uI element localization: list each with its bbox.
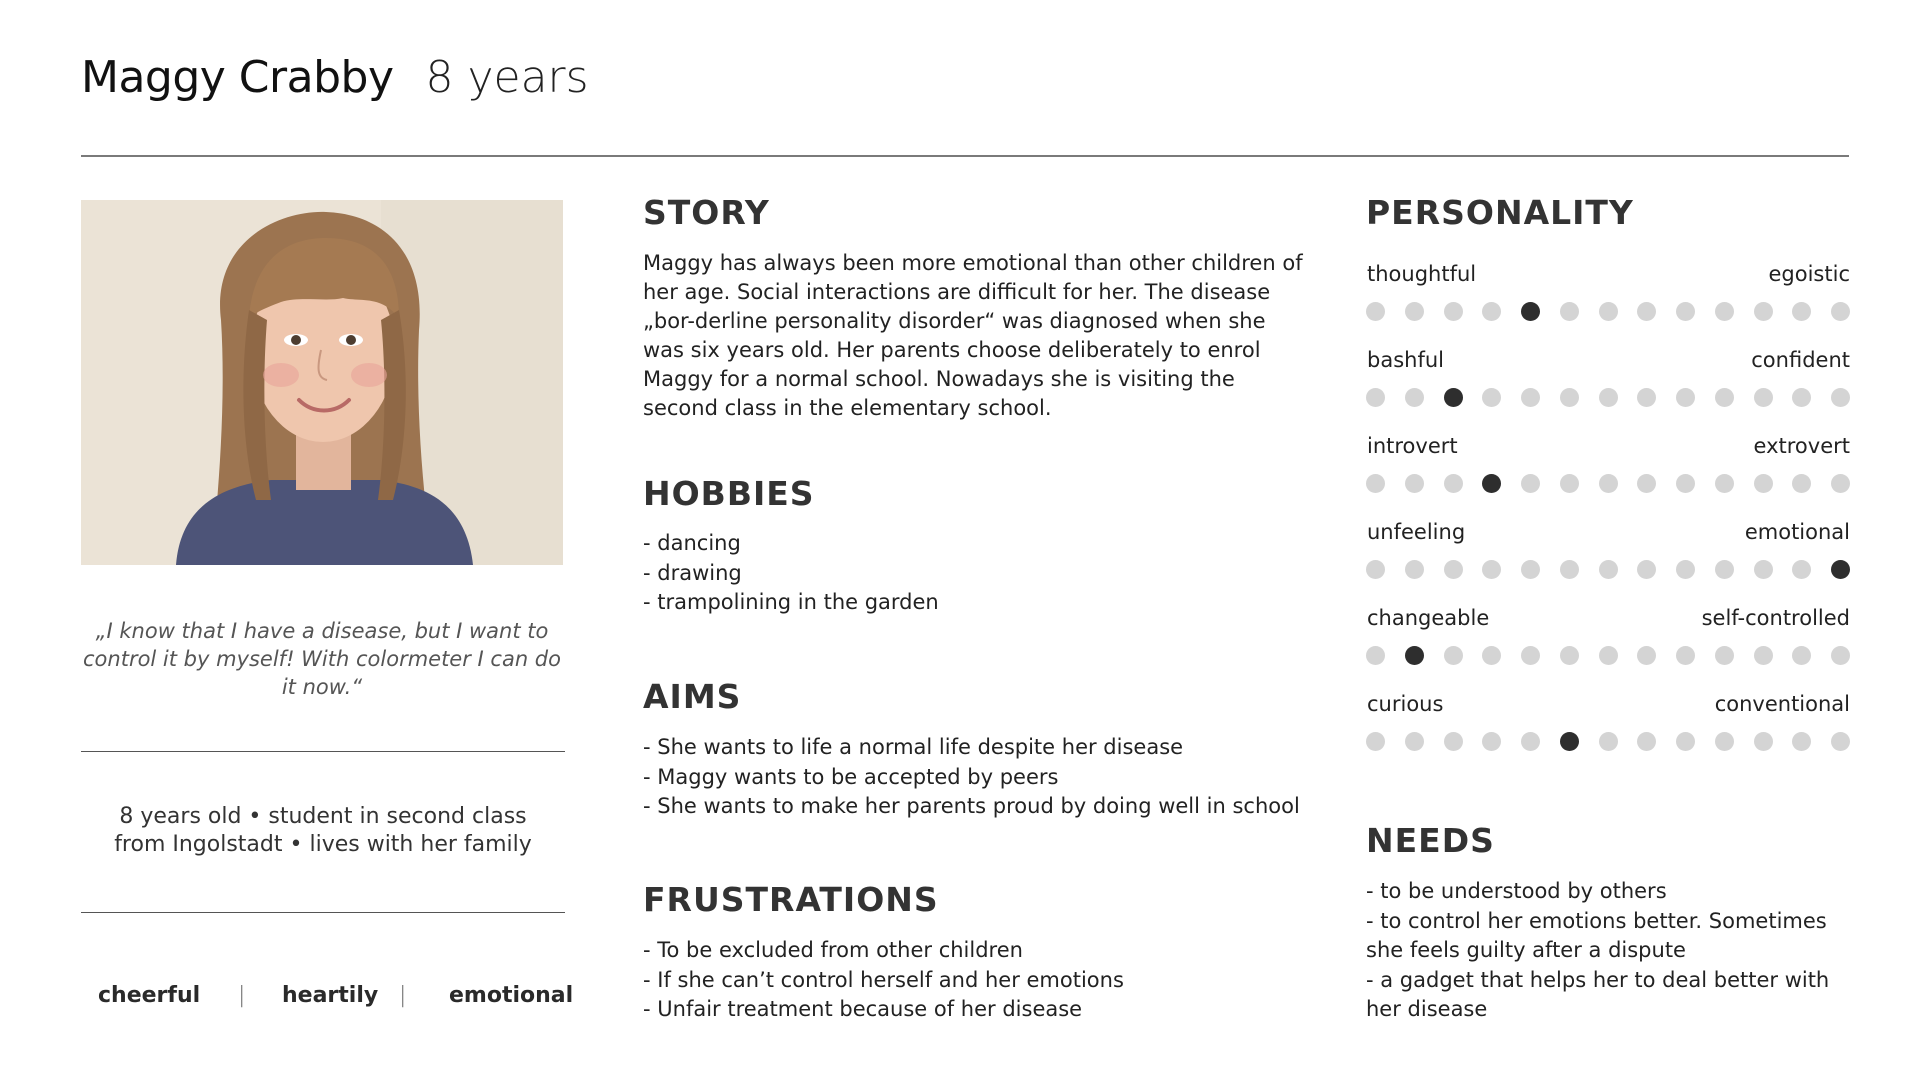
scale-dot bbox=[1482, 388, 1501, 407]
list-item: - dancing bbox=[643, 529, 939, 559]
personality-scale bbox=[1366, 262, 1850, 332]
facts-line: from Ingolstadt • lives with her family bbox=[114, 832, 532, 857]
scale-dot bbox=[1792, 302, 1811, 321]
scale-dot bbox=[1637, 560, 1656, 579]
scale-dot bbox=[1444, 474, 1463, 493]
scale-dot bbox=[1560, 388, 1579, 407]
list-item: - to be understood by others bbox=[1366, 879, 1667, 903]
list-item: - To be excluded from other children bbox=[643, 936, 1124, 966]
scale-dot bbox=[1405, 732, 1424, 751]
scale-dot bbox=[1792, 474, 1811, 493]
scale-dot bbox=[1444, 302, 1463, 321]
scale-dot bbox=[1405, 474, 1424, 493]
scale-dot bbox=[1560, 474, 1579, 493]
list-item: - Unfair treatment because of her disease bbox=[643, 995, 1124, 1025]
scale-dot bbox=[1676, 560, 1695, 579]
needs-title: NEEDS bbox=[1366, 821, 1495, 860]
scale-dot bbox=[1831, 474, 1850, 493]
scale-dot bbox=[1754, 646, 1773, 665]
list-item: - to control her emotions better. Sometimes she feels guilty after a dispute bbox=[1366, 908, 1827, 962]
scale-right-label: extrovert bbox=[1753, 434, 1850, 458]
scale-dot bbox=[1482, 560, 1501, 579]
scale-left-label: bashful bbox=[1367, 348, 1444, 372]
scale-dot-selected bbox=[1405, 646, 1424, 665]
scale-dot bbox=[1482, 732, 1501, 751]
trait-separator: | bbox=[399, 983, 407, 1008]
list-item: - If she can’t control herself and her emotions bbox=[643, 966, 1124, 996]
frustrations-title: FRUSTRATIONS bbox=[643, 880, 939, 919]
scale-dot bbox=[1792, 388, 1811, 407]
scale-dot bbox=[1521, 646, 1540, 665]
scale-dot bbox=[1637, 732, 1656, 751]
scale-dot bbox=[1754, 388, 1773, 407]
scale-dot bbox=[1754, 732, 1773, 751]
list-item: - She wants to life a normal life despite her disease bbox=[643, 733, 1300, 763]
scale-dot bbox=[1754, 560, 1773, 579]
personality-scale bbox=[1366, 348, 1850, 418]
scale-dot bbox=[1637, 646, 1656, 665]
personality-scale bbox=[1366, 434, 1850, 504]
scale-dot bbox=[1405, 302, 1424, 321]
aims-title: AIMS bbox=[643, 677, 742, 716]
trait-label: emotional bbox=[449, 983, 574, 1008]
scale-left-label: curious bbox=[1367, 692, 1444, 716]
story-title: STORY bbox=[643, 193, 770, 232]
list-item: - Maggy wants to be accepted by peers bbox=[643, 763, 1300, 793]
frustrations-list bbox=[643, 936, 1124, 1025]
persona-facts bbox=[81, 803, 565, 859]
scale-dot bbox=[1754, 474, 1773, 493]
scale-dot bbox=[1754, 302, 1773, 321]
scale-dot bbox=[1560, 302, 1579, 321]
scale-dot bbox=[1599, 732, 1618, 751]
scale-left-label: introvert bbox=[1367, 434, 1458, 458]
scale-dot bbox=[1521, 388, 1540, 407]
scale-dot bbox=[1676, 388, 1695, 407]
scale-dot-selected bbox=[1560, 732, 1579, 751]
scale-dot bbox=[1521, 732, 1540, 751]
scale-dot bbox=[1676, 646, 1695, 665]
scale-dot bbox=[1715, 388, 1734, 407]
trait-separator: | bbox=[238, 983, 246, 1008]
scale-left-label: unfeeling bbox=[1367, 520, 1466, 544]
scale-right-label: egoistic bbox=[1768, 262, 1850, 286]
scale-dot bbox=[1560, 646, 1579, 665]
scale-dot bbox=[1482, 646, 1501, 665]
scale-dot bbox=[1366, 474, 1385, 493]
scale-dot-selected bbox=[1831, 560, 1850, 579]
scale-dot bbox=[1715, 732, 1734, 751]
scale-dot bbox=[1676, 302, 1695, 321]
scale-dot bbox=[1637, 302, 1656, 321]
scale-dot bbox=[1715, 474, 1734, 493]
scale-dot bbox=[1599, 388, 1618, 407]
scale-dot bbox=[1444, 732, 1463, 751]
scale-dot bbox=[1831, 646, 1850, 665]
persona-name: Maggy Crabby bbox=[81, 52, 394, 103]
scale-right-label: confident bbox=[1751, 348, 1850, 372]
scale-dot bbox=[1637, 474, 1656, 493]
scale-dot bbox=[1599, 302, 1618, 321]
facts-line: 8 years old • student in second class bbox=[119, 804, 527, 829]
list-item: - She wants to make her parents proud by doing well in school bbox=[643, 792, 1300, 822]
personality-scale bbox=[1366, 520, 1850, 590]
scale-dot bbox=[1676, 732, 1695, 751]
scale-dot bbox=[1831, 388, 1850, 407]
scale-left-label: changeable bbox=[1367, 606, 1490, 630]
quote-divider bbox=[81, 751, 565, 752]
trait-label: cheerful bbox=[98, 983, 201, 1008]
scale-dot bbox=[1599, 560, 1618, 579]
persona-header bbox=[81, 52, 589, 122]
persona-traits bbox=[81, 983, 574, 1013]
scale-dots bbox=[1366, 732, 1850, 752]
persona-photo bbox=[81, 200, 563, 565]
scale-dot bbox=[1366, 646, 1385, 665]
scale-dots bbox=[1366, 302, 1850, 322]
scale-dot bbox=[1444, 560, 1463, 579]
scale-dot bbox=[1521, 560, 1540, 579]
list-item: - trampolining in the garden bbox=[643, 588, 939, 618]
story-text: Maggy has always been more emotional than other children of her age. Social interactions are difficult for her. The disease „bor-derline personality disorder“ was diagnosed when she was six years old. Her parents choose deliberately to enrol Maggy for a normal school. Nowadays she is visiting the second class in the elementary school. bbox=[643, 251, 1303, 420]
scale-dot bbox=[1792, 732, 1811, 751]
scale-dot bbox=[1831, 302, 1850, 321]
list-item: - drawing bbox=[643, 559, 939, 589]
scale-dot bbox=[1366, 302, 1385, 321]
trait-label: heartily bbox=[282, 983, 379, 1008]
scale-right-label: self-controlled bbox=[1701, 606, 1850, 630]
scale-right-label: emotional bbox=[1744, 520, 1850, 544]
child-portrait-photo bbox=[81, 200, 563, 565]
scale-dots bbox=[1366, 474, 1850, 494]
hobbies-title: HOBBIES bbox=[643, 474, 815, 513]
needs-list bbox=[1366, 877, 1866, 1025]
scale-dot-selected bbox=[1444, 388, 1463, 407]
list-item: - a gadget that helps her to deal better with her disease bbox=[1366, 967, 1830, 1021]
scale-dot bbox=[1405, 388, 1424, 407]
scale-dot bbox=[1715, 560, 1734, 579]
scale-dot bbox=[1521, 474, 1540, 493]
scale-dot bbox=[1366, 388, 1385, 407]
scale-dot bbox=[1715, 646, 1734, 665]
scale-dot bbox=[1792, 646, 1811, 665]
scale-dot bbox=[1792, 560, 1811, 579]
scale-dot bbox=[1366, 560, 1385, 579]
persona-quote: „I know that I have a disease, but I want to control it by myself! With colormeter I can do it now.“ bbox=[83, 619, 561, 699]
scale-dots bbox=[1366, 646, 1850, 666]
scale-dot bbox=[1599, 646, 1618, 665]
scale-dot bbox=[1366, 732, 1385, 751]
persona-age: 8 years bbox=[425, 52, 589, 103]
aims-list bbox=[643, 733, 1300, 822]
scale-dot bbox=[1637, 388, 1656, 407]
scale-left-label: thoughtful bbox=[1367, 262, 1477, 286]
scale-dots bbox=[1366, 560, 1850, 580]
personality-title: PERSONALITY bbox=[1366, 193, 1634, 232]
hobbies-list bbox=[643, 529, 939, 618]
personality-scale bbox=[1366, 606, 1850, 676]
scale-dot bbox=[1676, 474, 1695, 493]
scale-dot bbox=[1405, 560, 1424, 579]
facts-divider bbox=[81, 912, 565, 913]
scale-dot bbox=[1599, 474, 1618, 493]
scale-dot bbox=[1482, 302, 1501, 321]
scale-dot bbox=[1715, 302, 1734, 321]
scale-dot bbox=[1831, 732, 1850, 751]
scale-dot bbox=[1444, 646, 1463, 665]
scale-dot bbox=[1560, 560, 1579, 579]
personality-scale bbox=[1366, 692, 1850, 762]
header-divider bbox=[81, 155, 1849, 157]
scale-right-label: conventional bbox=[1714, 692, 1850, 716]
scale-dot-selected bbox=[1482, 474, 1501, 493]
scale-dot-selected bbox=[1521, 302, 1540, 321]
scale-dots bbox=[1366, 388, 1850, 408]
